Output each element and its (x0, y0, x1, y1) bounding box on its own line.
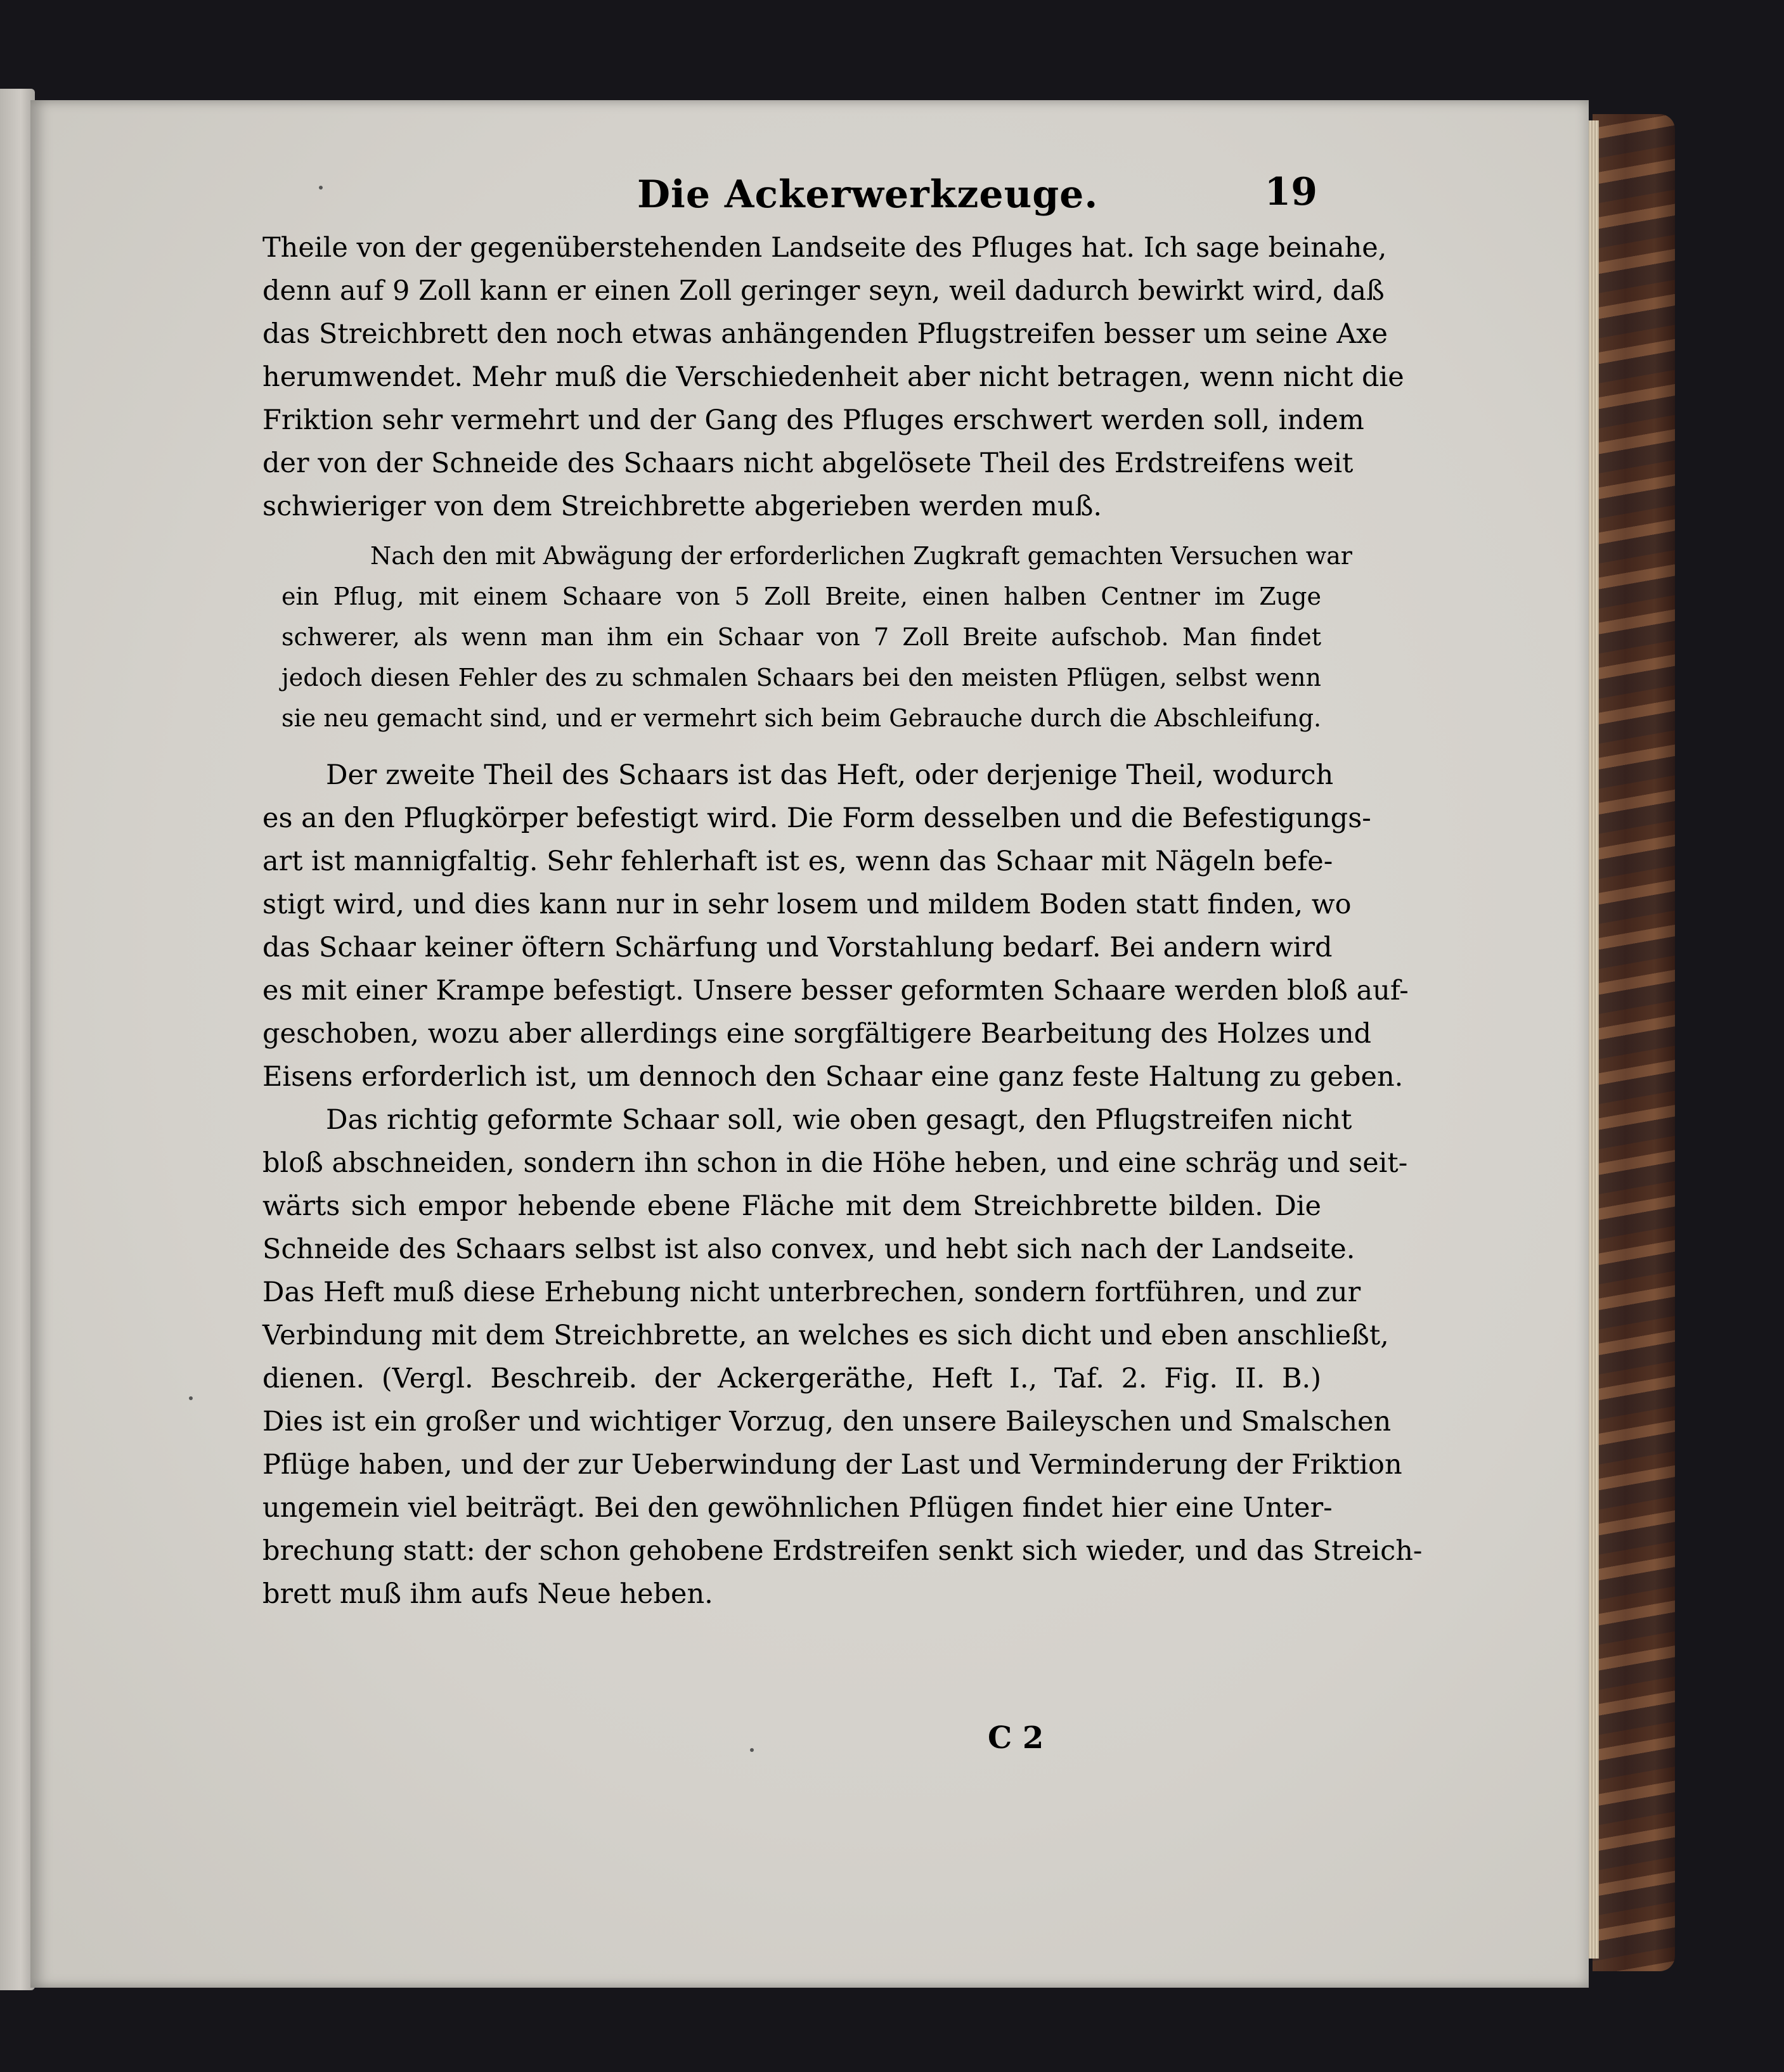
text-line: Nach den mit Abwägung der erforderlichen Zugkraft gemachten Versuchen war (370, 542, 1352, 570)
text-line: ungemein viel beiträgt. Bei den gewöhnlichen Pflügen findet hier eine Unter- (262, 1492, 1333, 1524)
text-line: Pflüge haben, und der zur Ueberwindung der Last und Verminderung der Friktion (262, 1449, 1402, 1481)
text-line: Der zweite Theil des Schaars ist das Heft, oder derjenige Theil, wodurch (326, 759, 1334, 791)
page-body (262, 226, 1423, 1616)
text-line: Das Heft muß diese Erhebung nicht unterbrechen, sondern fortführen, und zur (262, 1277, 1361, 1308)
text-line: bloß abschneiden, sondern ihn schon in die Höhe heben, und eine schräg und seit- (262, 1147, 1408, 1179)
text-line: brett muß ihm aufs Neue heben. (262, 1578, 713, 1610)
text-line: schwieriger von dem Streichbrette abgerieben werden muß. (262, 491, 1102, 522)
paragraph-1 (262, 226, 1404, 528)
text-line: denn auf 9 Zoll kann er einen Zoll geringer seyn, weil dadurch bewirkt wird, daß (262, 275, 1385, 307)
text-line: herumwendet. Mehr muß die Verschiedenheit aber nicht betragen, wenn nicht die (262, 361, 1404, 393)
ink-speck (750, 1748, 754, 1752)
running-head (292, 164, 1320, 233)
book-cover-edge (1593, 114, 1675, 1971)
footnote-paragraph (281, 536, 1352, 738)
text-line: der von der Schneide des Schaars nicht abgelösete Theil des Erdstreifens weit (262, 447, 1354, 479)
text-line: dienen. (Vergl. Beschreib. der Ackergeräthe, Heft I., Taf. 2. Fig. II. B.) (262, 1363, 1321, 1394)
text-line: Verbindung mit dem Streichbrette, an welches es sich dicht und eben anschließt, (262, 1320, 1389, 1351)
text-line: geschoben, wozu aber allerdings eine sorgfältigere Bearbeitung des Holzes und (262, 1018, 1372, 1050)
text-line: das Streichbrett den noch etwas anhängenden Pflugstreifen besser um seine Axe (262, 318, 1388, 350)
signature-mark: C 2 (988, 1720, 1044, 1756)
text-line: Eisens erforderlich ist, um dennoch den Schaar eine ganz feste Haltung zu geben. (262, 1061, 1404, 1093)
ink-speck (189, 1396, 193, 1400)
text-line: sie neu gemacht sind, und er vermehrt sich beim Gebrauche durch die Abschleifung. (281, 704, 1322, 732)
text-line: schwerer, als wenn man ihm ein Schaar von 7 Zoll Breite aufschob. Man findet (281, 623, 1321, 651)
text-line: Theile von der gegenüberstehenden Landseite des Pfluges hat. Ich sage beinahe, (262, 232, 1387, 264)
text-line: wärts sich empor hebende ebene Fläche mit dem Streichbrette bilden. Die (262, 1190, 1321, 1222)
text-line: Das richtig geformte Schaar soll, wie oben gesagt, den Pflugstreifen nicht (326, 1104, 1352, 1136)
paragraph-3 (262, 1098, 1423, 1616)
text-line: es mit einer Krampe befestigt. Unsere besser geformten Schaare werden bloß auf- (262, 975, 1409, 1007)
running-title: Die Ackerwerkzeuge. (637, 172, 1099, 217)
paragraph-2 (262, 754, 1409, 1098)
text-line: das Schaar keiner öftern Schärfung und Vorstahlung bedarf. Bei andern wird (262, 932, 1333, 963)
text-line: es an den Pflugkörper befestigt wird. Die Form desselben und die Befestigungs- (262, 802, 1371, 834)
text-line: brechung statt: der schon gehobene Erdstreifen senkt sich wieder, und das Streich- (262, 1535, 1423, 1567)
text-line: Friktion sehr vermehrt und der Gang des Pfluges erschwert werden soll, indem (262, 404, 1364, 436)
page-number: 19 (1264, 170, 1317, 214)
text-line: ein Pflug, mit einem Schaare von 5 Zoll Breite, einen halben Centner im Zuge (281, 582, 1321, 610)
text-line: jedoch diesen Fehler des zu schmalen Schaars bei den meisten Pflügen, selbst wenn (281, 664, 1321, 692)
text-line: Schneide des Schaars selbst ist also convex, und hebt sich nach der Landseite. (262, 1233, 1355, 1265)
previous-page-edge (0, 89, 35, 1990)
text-line: art ist mannigfaltig. Sehr fehlerhaft ist es, wenn das Schaar mit Nägeln befe- (262, 846, 1333, 877)
text-line: Dies ist ein großer und wichtiger Vorzug, den unsere Baileyschen und Smalschen (262, 1406, 1392, 1438)
text-line: stigt wird, und dies kann nur in sehr losem und mildem Boden statt finden, wo (262, 889, 1352, 920)
